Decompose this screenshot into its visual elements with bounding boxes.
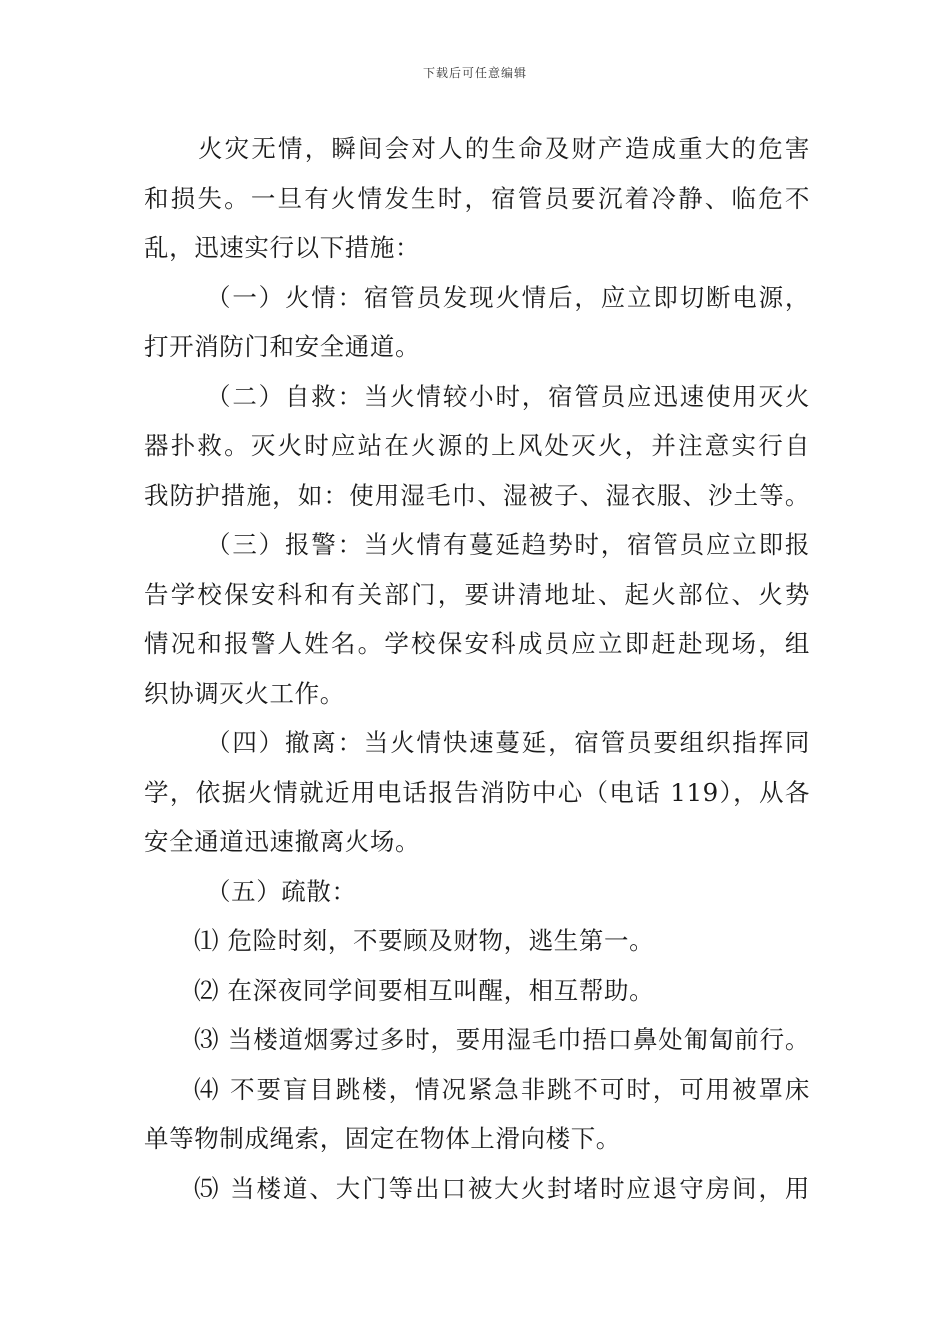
header-note: 下载后可任意编辑 [422, 66, 527, 80]
text-line: （二）自救：当火情较小时，宿管员应迅速使用灭火 [206, 381, 810, 411]
text-line: ⑷ 不要盲目跳楼，情况紧急非跳不可时，可用被罩床 [194, 1074, 810, 1104]
text-line: 单等物制成绳索，固定在物体上滑向楼下。 [144, 1124, 621, 1153]
text-line: 乱，迅速实行以下措施： [144, 233, 421, 262]
text-line: ⑸ 当楼道、大门等出口被大火封堵时应退守房间，用 [194, 1173, 810, 1203]
document-body [144, 124, 810, 1213]
text-line: 和损失。一旦有火情发生时，宿管员要沉着冷静、临危不 [144, 183, 810, 213]
text-line: 情况和报警人姓名。学校保安科成员应立即赶赴现场，组 [144, 629, 810, 658]
text-line: （四）撤离：当火情快速蔓延，宿管员要组织指挥同 [206, 728, 810, 757]
text-line: 安全通道迅速撤离火场。 [144, 827, 421, 856]
text-line: 火灾无情，瞬间会对人的生命及财产造成重大的危害 [198, 134, 810, 163]
text-line: （一）火情：宿管员发现火情后，应立即切断电源， [206, 282, 810, 312]
text-line: 我防护措施，如：使用湿毛巾、湿被子、湿衣服、沙土等。 [144, 480, 810, 510]
text-line: 学，依据火情就近用电话报告消防中心（电话 119），从各 [144, 777, 810, 807]
text-line: 织协调灭火工作。 [144, 678, 345, 708]
text-line: 打开消防门和安全通道。 [144, 332, 421, 361]
text-line: ⑶ 当楼道烟雾过多时，要用湿毛巾捂口鼻处匍匐前行。 [194, 1025, 810, 1054]
text-line: （三）报警：当火情有蔓延趋势时，宿管员应立即报 [206, 530, 810, 559]
text-line: （五）疏散： [206, 876, 357, 906]
text-line: 告学校保安科和有关部门，要讲清地址、起火部位、火势 [144, 579, 810, 609]
text-line: 器扑救。灭火时应站在火源的上风处灭火，并注意实行自 [144, 431, 810, 460]
text-line: ⑵ 在深夜同学间要相互叫醒，相互帮助。 [194, 975, 655, 1005]
text-line: ⑴ 危险时刻，不要顾及财物，逃生第一。 [194, 926, 655, 955]
